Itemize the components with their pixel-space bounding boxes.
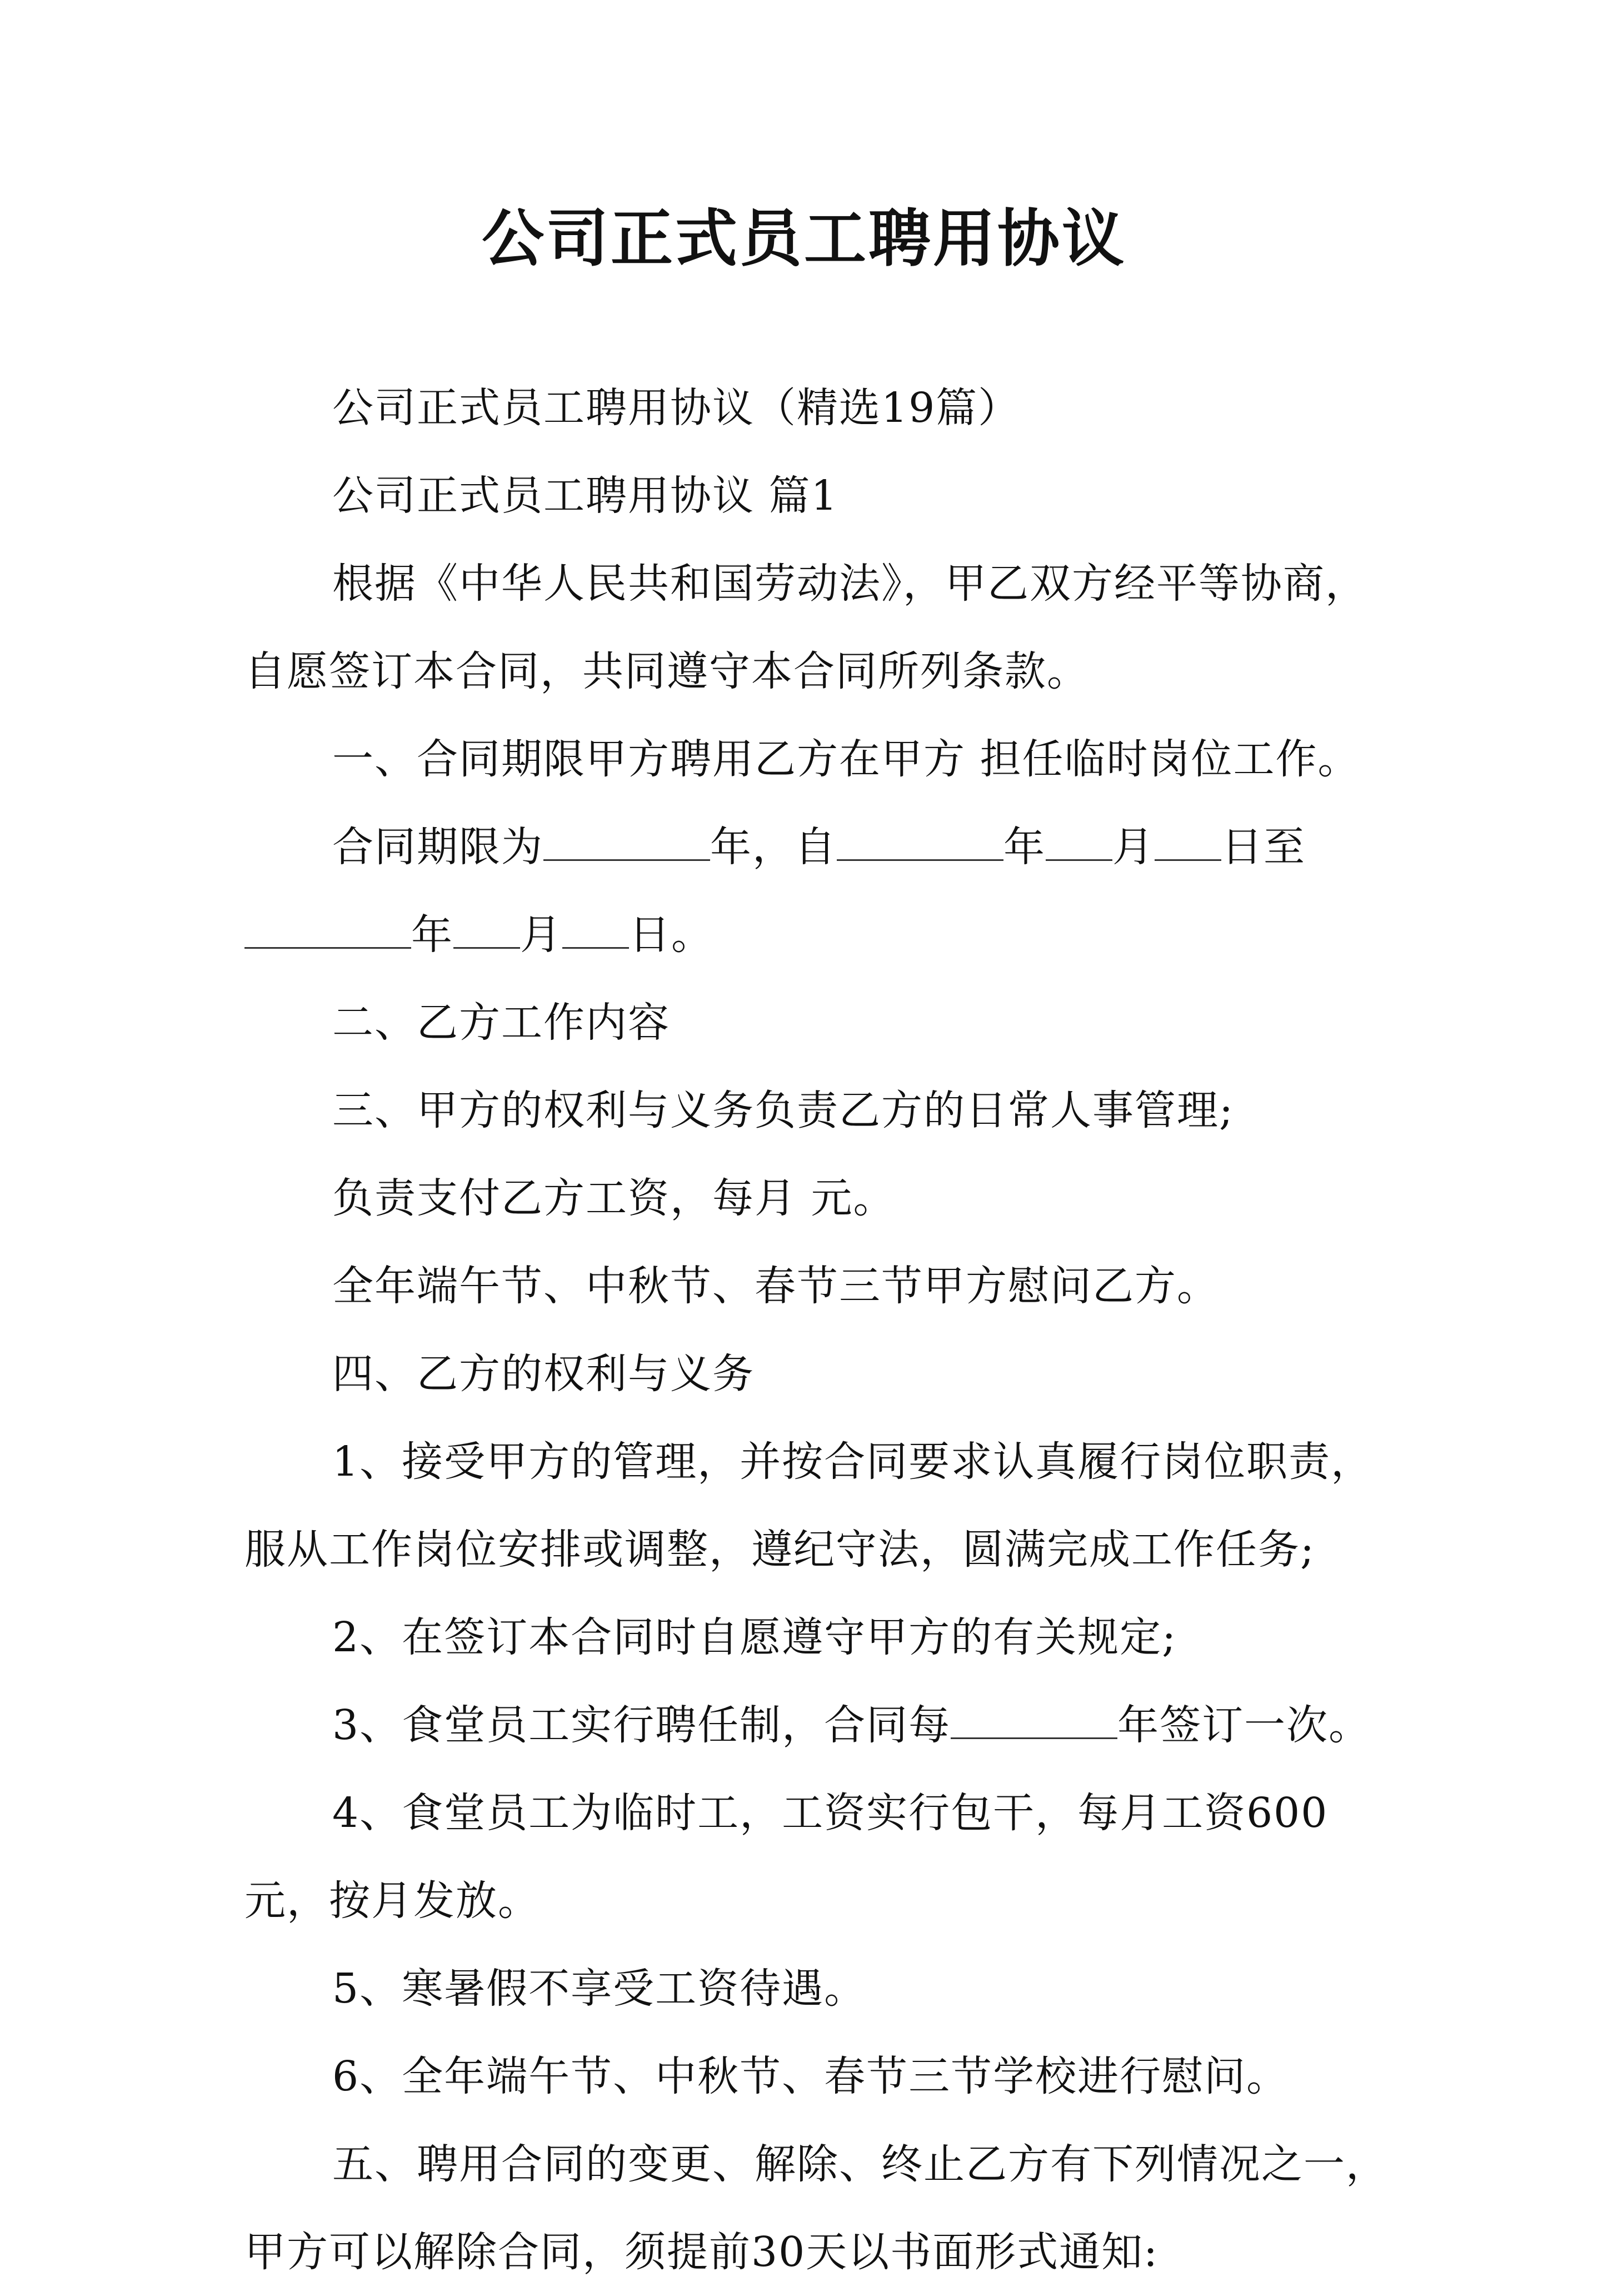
paragraph: 五、聘用合同的变更、解除、终止乙方有下列情况之一，甲方可以解除合同，须提前30天以书面形式通知: bbox=[244, 2140, 1388, 2276]
paragraph: 公司正式员工聘用协议（精选19篇） bbox=[332, 384, 1021, 432]
term-text: 月 bbox=[1112, 823, 1155, 871]
paragraph: 公司正式员工聘用协议 篇1 bbox=[332, 472, 838, 520]
renewal-text: 3、食堂员工实行聘任制，合同每 bbox=[332, 1701, 951, 1749]
paragraph: 4、食堂员工为临时工，工资实行包干，每月工资600元，按月发放。 bbox=[244, 1789, 1329, 1925]
paragraph: 1、接受甲方的管理，并按合同要求认真履行岗位职责，服从工作岗位安排或调整，遵纪守法，圆满完成工作任务; bbox=[244, 1438, 1374, 1573]
term-text: 年 bbox=[411, 911, 453, 959]
contract-term-paragraph bbox=[244, 803, 1397, 979]
paragraph: 根据《中华人民共和国劳动法》，甲乙双方经平等协商，自愿签订本合同，共同遵守本合同所列条款。 bbox=[244, 560, 1367, 695]
paragraph: 二、乙方工作内容 bbox=[332, 999, 670, 1047]
fill-blank bbox=[453, 914, 520, 949]
paragraph: 全年端午节、中秋节、春节三节甲方慰问乙方。 bbox=[332, 1262, 1219, 1310]
fill-blank bbox=[543, 826, 710, 861]
paragraph: 5、寒暑假不享受工资待遇。 bbox=[332, 1965, 867, 2013]
renewal-paragraph bbox=[244, 1681, 1397, 1769]
term-text: 日至 bbox=[1221, 823, 1306, 871]
paragraph: 四、乙方的权利与义务 bbox=[332, 1350, 755, 1398]
renewal-text: 年签订一次。 bbox=[1117, 1701, 1371, 1749]
paragraph: 三、甲方的权利与义务负责乙方的日常人事管理; bbox=[332, 1087, 1234, 1134]
fill-blank bbox=[1155, 826, 1221, 861]
term-text: 年 bbox=[1003, 823, 1046, 871]
term-text: 日。 bbox=[629, 911, 713, 959]
fill-blank bbox=[837, 826, 1003, 861]
fill-blank bbox=[244, 914, 411, 949]
fill-blank bbox=[1046, 826, 1112, 861]
fill-blank bbox=[951, 1704, 1117, 1739]
term-text: 合同期限为 bbox=[332, 823, 543, 871]
document-title: 公司正式员工聘用协议 bbox=[482, 202, 1126, 275]
document-body bbox=[244, 364, 1397, 2296]
term-text: 月 bbox=[520, 911, 562, 959]
paragraph: 一、合同期限甲方聘用乙方在甲方 担任临时岗位工作。 bbox=[332, 735, 1360, 783]
paragraph: 2、在签订本合同时自愿遵守甲方的有关规定; bbox=[332, 1613, 1177, 1661]
paragraph: 6、全年端午节、中秋节、春节三节学校进行慰问。 bbox=[332, 2053, 1289, 2100]
fill-blank bbox=[562, 914, 629, 949]
term-text: 年，自 bbox=[710, 823, 837, 871]
paragraph: 负责支付乙方工资，每月 元。 bbox=[332, 1174, 896, 1222]
